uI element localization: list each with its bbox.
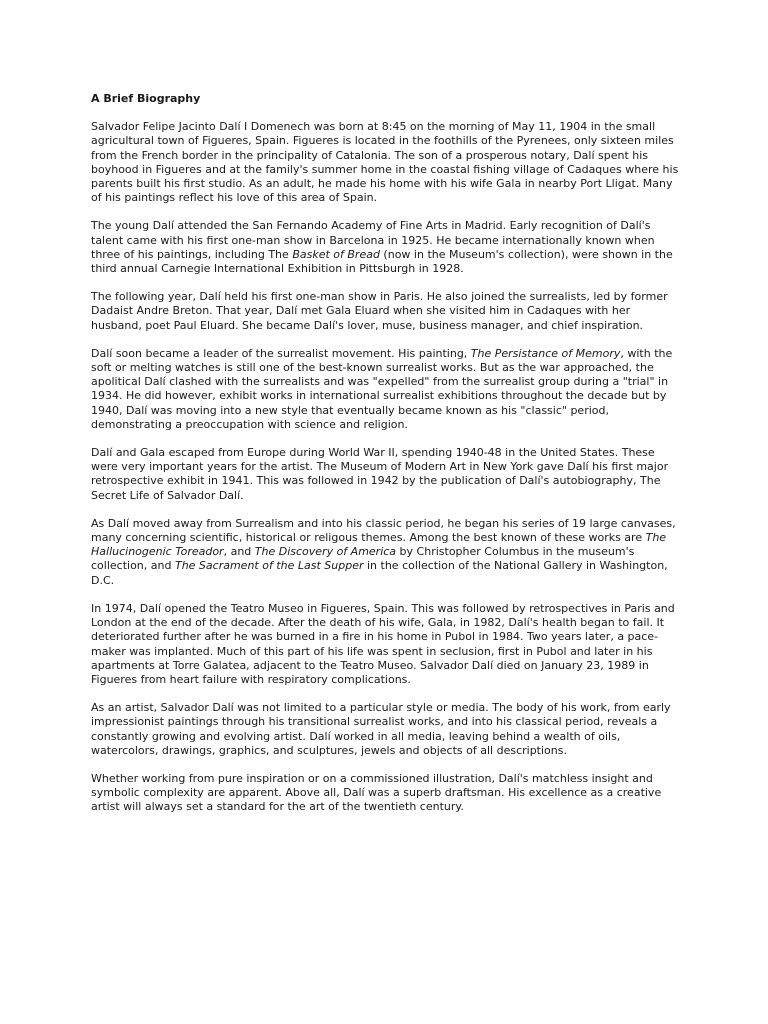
paragraph-text: Salvador Felipe Jacinto Dalí I Domenech was born at 8:45 on the morning of May 11, 1904 in the small agricultural town of Figueres, Spain. Figueres is located in the foothills of the Pyrenees, only sixteen miles from the French border in the principality of Catalonia. The son of a prosperous notary, Dalí spent his boyhood in Figueres and at the family's summer home in the coastal fishing village of Cadaques where his parents built his first studio. As an adult, he made his home with his wife Gala in nearby Port Lligat. Many of his paintings reflect his love of this area of Spain.	[91, 120, 679, 205]
paragraph-legacy	[91, 772, 681, 815]
paragraph-surrealism	[91, 347, 681, 432]
artwork-title: Basket of Bread	[292, 247, 380, 261]
paragraph-text: Dalí soon became a leader of the surrealist movement. His painting,	[91, 346, 471, 360]
paragraph-text: Whether working from pure inspiration or on a commissioned illustration, Dalí's matchless insight and symbolic complexity are apparent. Above all, Dalí was a superb draftsman. His excellence as a creative artist will always set a standard for the art of the twentieth century.	[91, 771, 662, 814]
paragraph-text: , with the soft or melting watches is still one of the best-known surrealist works. But as the war approached, the apolitical Dalí clashed with the surrealists and was "expelled" from the surrealist group during a "trial" in 1934. He did however, exhibit works in international surrealist exhibitions throughout the decade but by 1940, Dalí was moving into a new style that eventually became known as his "classic" period, demonstrating a preoccupation with science and religion.	[91, 346, 673, 431]
paragraph-text: , and	[223, 545, 255, 559]
paragraph-later-life	[91, 602, 681, 687]
paragraph-text: As an artist, Salvador Dalí was not limited to a particular style or media. The body of his work, from early impressionist paintings through his transitional surrealist works, and into his classical period, reveals a constantly growing and evolving artist. Dalí worked in all media, leaving behind a wealth of oils, watercolors, drawings, graphics, and sculptures, jewels and objects of all descriptions.	[91, 701, 671, 757]
paragraph-classic-period	[91, 517, 681, 588]
paragraph-united-states	[91, 446, 681, 503]
document-title: A Brief Biography	[91, 92, 201, 105]
paragraph-early-career	[91, 219, 681, 276]
paragraph-text: As Dalí moved away from Surrealism and into his classic period, he began his series of 19 large canvases, many concerning scientific, historical or religous themes. Among the best known of these works are	[91, 516, 676, 545]
paragraph-text: The following year, Dalí held his first one-man show in Paris. He also joined the surrealists, led by former Dadaist Andre Breton. That year, Dalí met Gala Eluard when she visited him in Cadaques with her husband, poet Paul Eluard. She became Dalí's lover, muse, business manager, and chief inspiration.	[91, 290, 668, 332]
paragraph-text: In 1974, Dalí opened the Teatro Museo in Figueres, Spain. This was followed by retrospectives in Paris and London at the end of the decade. After the death of his wife, Gala, in 1982, Dalí's health began to fail. It deteriorated further after he was burned in a fire in his home in Pubol in 1984. Two years later, a pace-maker was implanted. Much of this part of his life was spent in seclusion, first in Pubol and later in his apartments at Torre Galatea, adjacent to the Teatro Museo. Salvador Dalí died on January 23, 1989 in Figueres from heart failure with respiratory complications.	[91, 601, 675, 686]
paragraph-text: by Christopher Columbus in the museum's collection, and	[91, 545, 635, 573]
paragraph-paris	[91, 290, 681, 333]
paragraph-text: The young Dalí attended the San Fernando Academy of Fine Arts in Madrid. Early recognition of Dalí's talent came with his first one-man show in Barcelona in 1925. He became internationally known when three of his paintings, including The	[91, 219, 655, 261]
artwork-title: The Hallucinogenic Toreador	[91, 531, 667, 559]
artwork-title: The Sacrament of the Last Supper	[174, 559, 364, 573]
artwork-title: The Persistance of Memory	[470, 346, 621, 360]
paragraph-birth	[91, 120, 681, 205]
paragraph-text: in the collection of the National Gallery in Washington, D.C.	[91, 559, 668, 587]
document-page	[91, 92, 681, 829]
paragraph-text: Dalí and Gala escaped from Europe during World War II, spending 1940-48 in the United States. These were very important years for the artist. The Museum of Modern Art in New York gave Dalí his first major retrospective exhibit in 1941. This was followed in 1942 by the publication of Dalí's autobiography, The Secret Life of Salvador Dalí.	[91, 446, 669, 502]
artwork-title: The Discovery of America	[254, 545, 397, 559]
paragraph-text: (now in the Museum's collection), were shown in the third annual Carnegie International Exhibition in Pittsburgh in 1928.	[91, 247, 673, 276]
paragraph-artist	[91, 701, 681, 758]
